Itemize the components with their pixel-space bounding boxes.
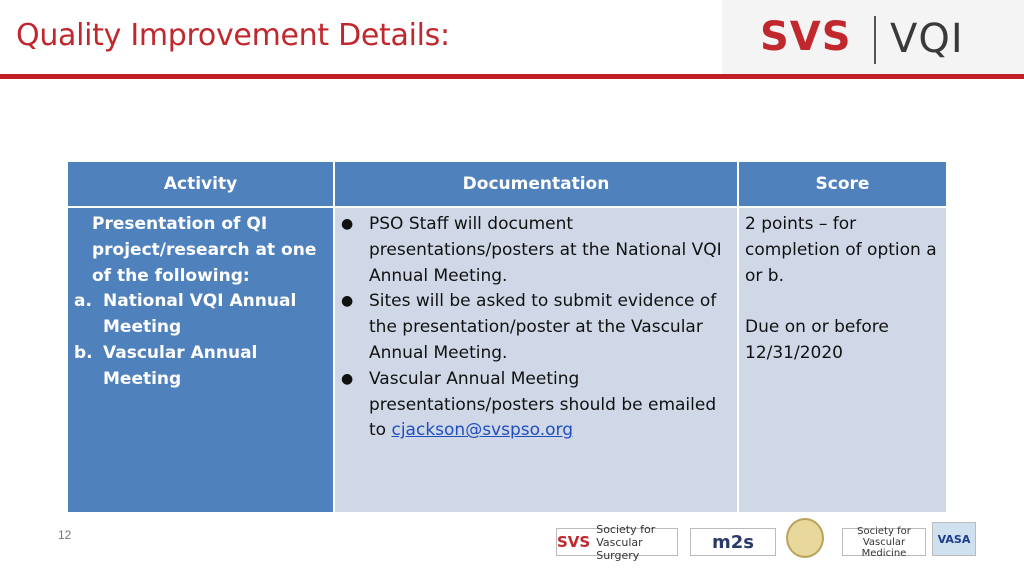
svs-society-text: Society for Vascular Surgery — [596, 522, 656, 562]
bullet-icon: ● — [341, 216, 354, 232]
table-row — [67, 207, 947, 513]
score-cell — [738, 207, 947, 513]
title-underline — [0, 74, 1024, 79]
page-title: Quality Improvement Details: — [16, 18, 450, 53]
activity-cell — [67, 207, 334, 513]
svs-logo-text: SVS — [760, 14, 852, 60]
vasa-logo: VASA — [932, 522, 976, 556]
logo-divider — [874, 16, 876, 64]
list-item — [341, 367, 731, 444]
score-due-date: Due on or before 12/31/2020 — [745, 317, 889, 363]
documentation-list — [341, 212, 731, 444]
vqi-logo-text: VQI — [890, 16, 964, 62]
svs-mark: SVS — [557, 533, 591, 551]
documentation-text: Sites will be asked to submit evidence of the presentation/poster at the Vascular Annual Meeting. — [369, 291, 717, 363]
bullet-icon: ● — [341, 370, 354, 387]
list-item — [341, 212, 731, 289]
m2s-logo: m2s — [690, 528, 776, 556]
society-seal-logo — [786, 518, 824, 558]
documentation-cell — [334, 207, 738, 513]
page-number: 12 — [58, 528, 72, 542]
svs-society-logo — [556, 522, 678, 562]
option-marker: a. — [74, 291, 92, 312]
list-item — [74, 341, 327, 393]
header-score: Score — [738, 161, 947, 207]
documentation-text: PSO Staff will document presentations/posters at the National VQI Annual Meeting. — [369, 214, 722, 286]
header-documentation: Documentation — [334, 161, 738, 207]
header-activity: Activity — [67, 161, 334, 207]
option-text: National VQI Annual Meeting — [103, 291, 297, 338]
activity-options — [74, 289, 327, 392]
bullet-icon: ● — [341, 293, 354, 310]
option-marker: b. — [74, 342, 93, 363]
list-item — [341, 289, 731, 366]
table-header-row — [67, 161, 947, 207]
list-item — [74, 289, 327, 341]
score-points: 2 points – for completion of option a or b. — [745, 214, 937, 286]
email-link[interactable]: cjackson@svspso.org — [391, 420, 574, 441]
qi-details-table — [66, 160, 948, 514]
option-text: Vascular Annual Meeting — [103, 342, 258, 389]
activity-intro: Presentation of QI project/research at one of the following: — [92, 214, 317, 286]
svm-logo: Society for Vascular Medicine — [842, 528, 926, 556]
documentation-text: Vascular Annual Meeting presentations/posters should be emailed to — [369, 368, 717, 441]
